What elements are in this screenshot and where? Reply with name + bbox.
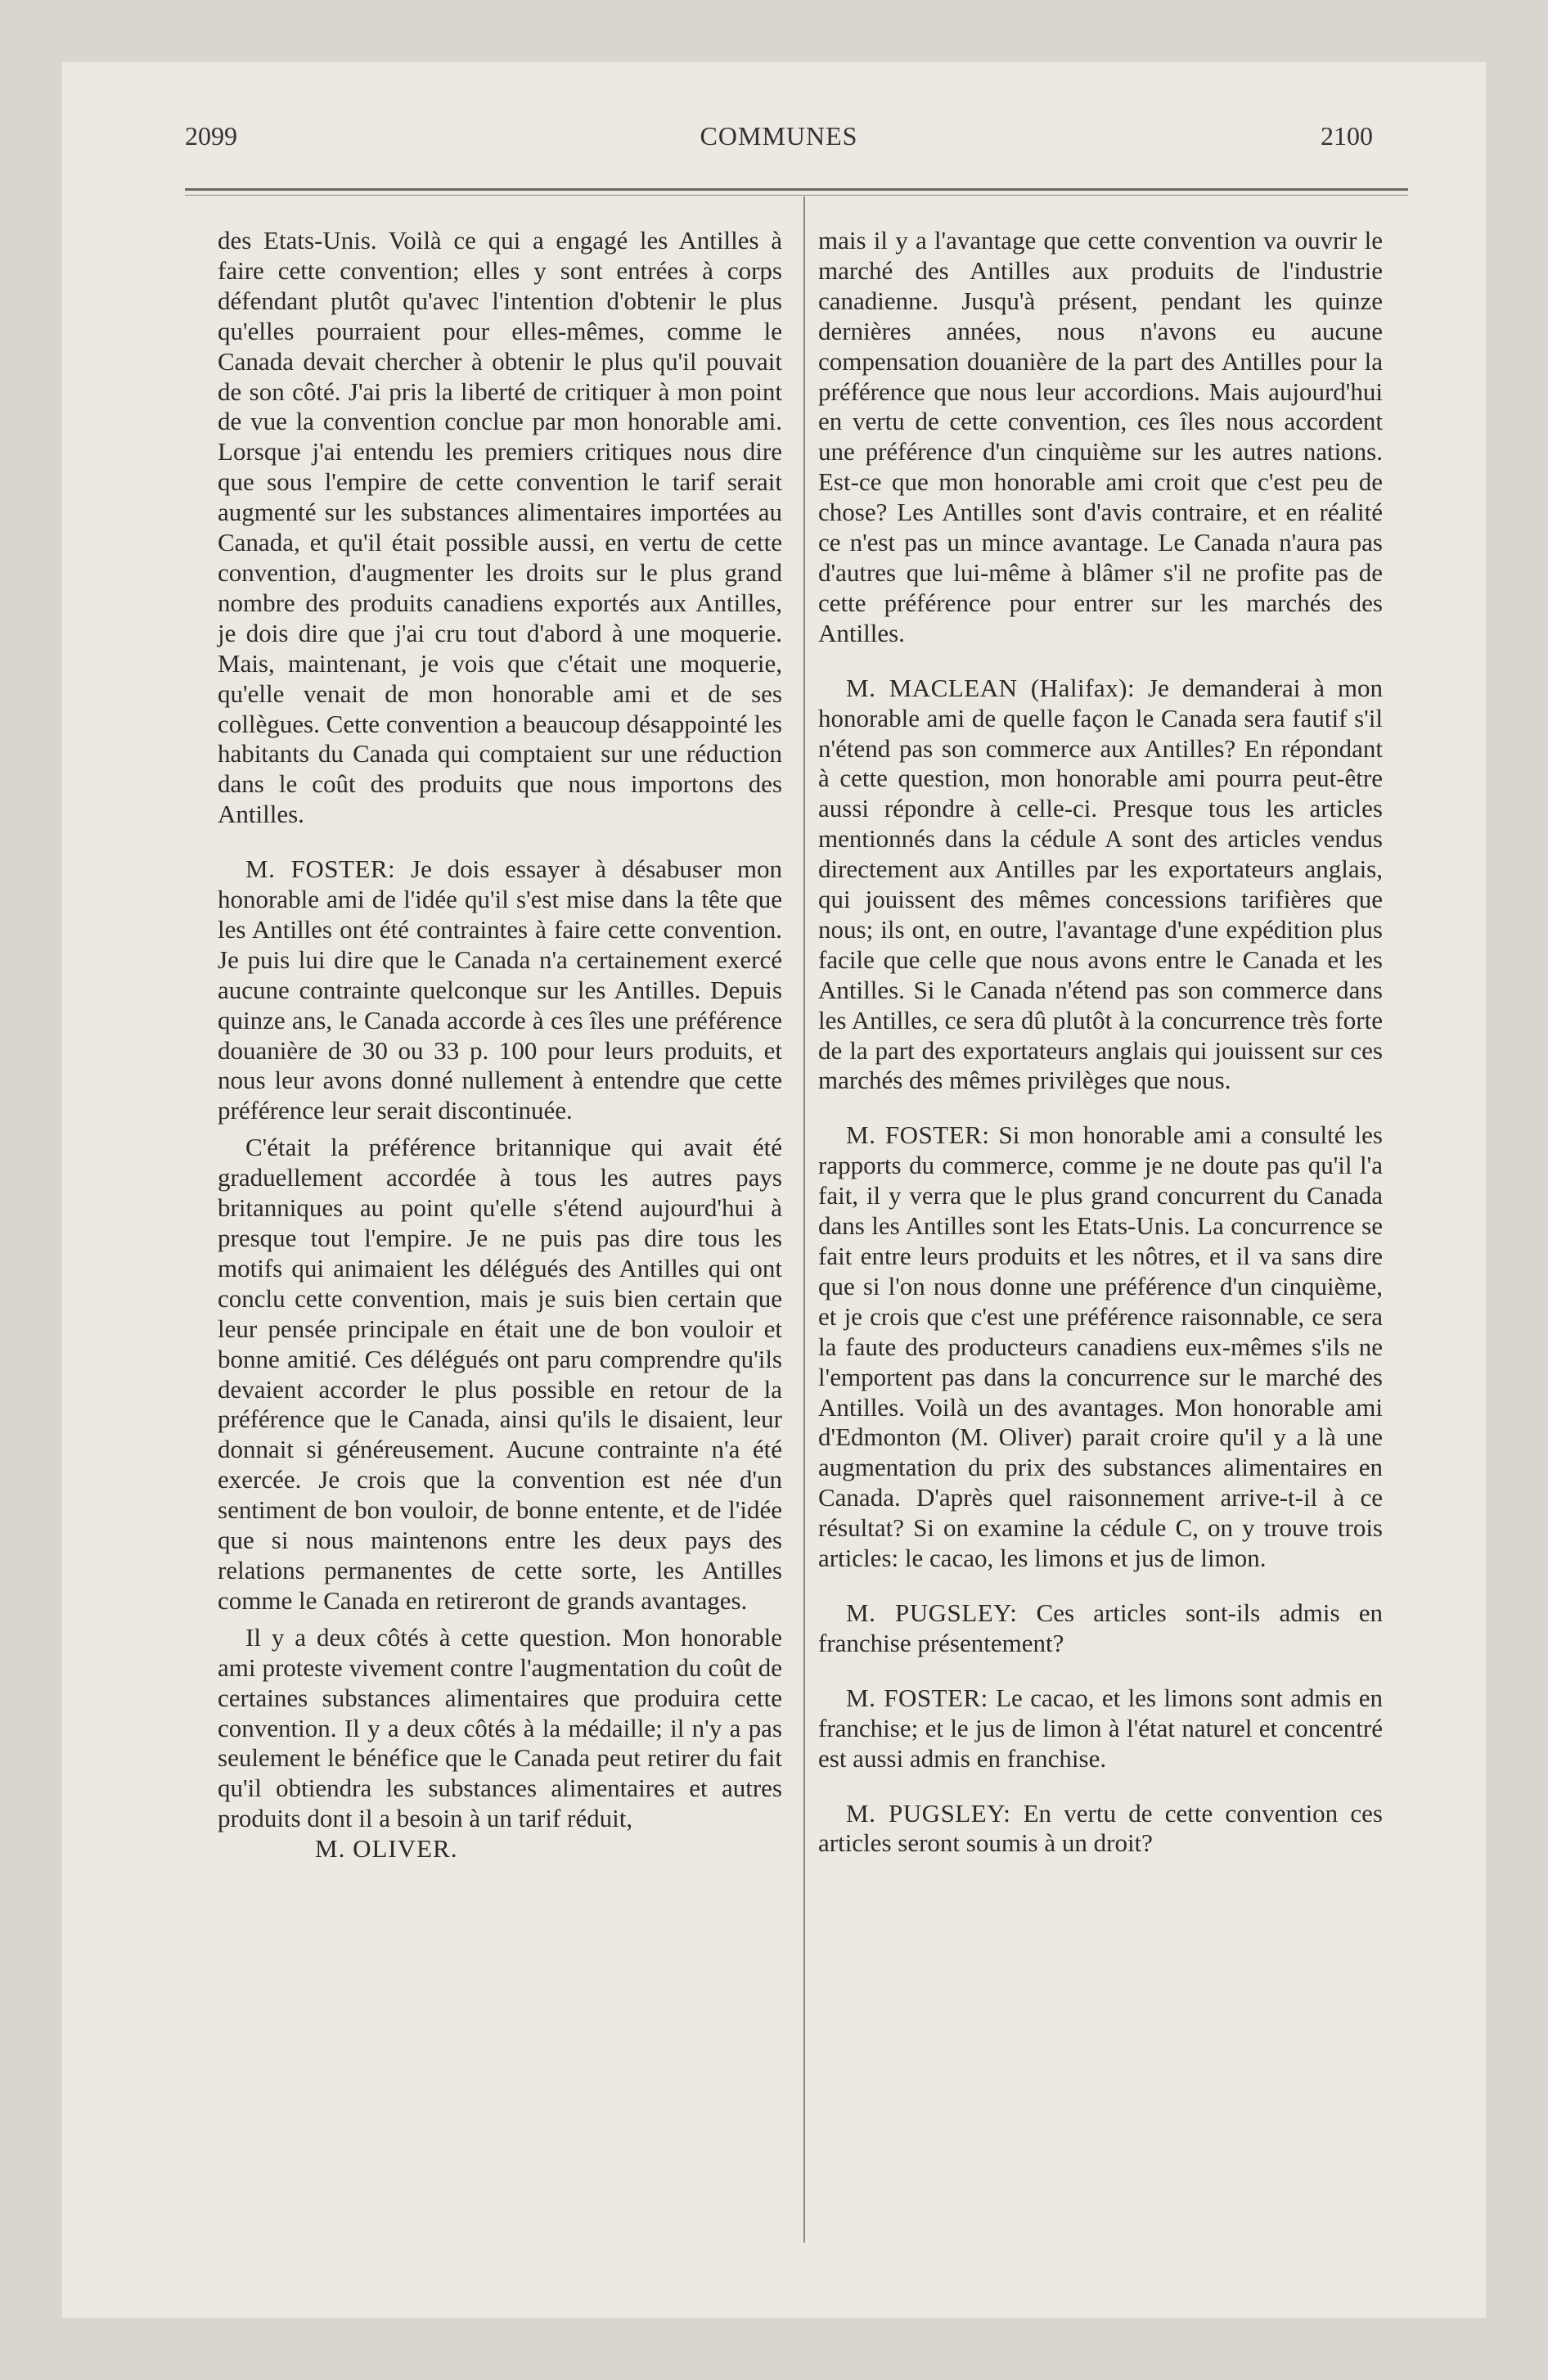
speech-text: Le cacao, et les limons sont admis en franchise; et le jus de limon à l'état naturel et concentré est aussi admis en franchise. (818, 1683, 1383, 1773)
speech-text: Je dois essayer à désabuser mon honorable ami de l'idée qu'il s'est mise dans la tête que les Antilles ont été contraintes à faire cette convention. Je puis lui dire que le Canada n'a certainement exercé aucune contrainte quelconque sur les Antilles. Depuis quinze ans, le Canada accorde à ces îles une préférence douanière de 30 ou 33 p. 100 pour leurs produits, et nous leur avons donné nullement à entendre que cette préférence leur serait discontinuée. (218, 854, 782, 1125)
header-rule-thin (185, 195, 1408, 196)
speech-text: En vertu de cette convention ces articles seront soumis à un droit? (818, 1798, 1383, 1858)
speech-text: Je demanderai à mon honorable ami de quelle façon le Canada sera fautif s'il n'étend pas son commerce aux Antilles? En répondant à cette question, mon honorable ami pourra peut-être aussi répondre à celle-ci. Presque tous les articles mentionnés dans la cédule A sont des articles vendus directement aux Antilles par les exportateurs anglais, qui jouissent des mêmes concessions tarifières que nous; ils ont, en outre, l'avantage d'une expédition plus facile que celle que nous avons entre le Canada et les Antilles. Si le Canada n'étend pas son commerce dans les Antilles, ce sera dû plutôt à la concurrence très forte de la part des exportateurs anglais qui jouissent sur ces marchés des mêmes privilèges que nous. (818, 673, 1384, 1095)
paragraph (218, 854, 782, 1126)
speaker-name: M. FOSTER: (846, 1120, 990, 1150)
paragraph (818, 1684, 1383, 1774)
running-title: COMMUNES (700, 121, 858, 151)
paragraph: Il y a deux côtés à cette question. Mon honorable ami proteste vivement contre l'augmentation du coût de certaines substances alimentaires que produira cette convention. Il y a deux côtés à la médaille; il n'y a pas seulement le bénéfice que le Canada peut retirer du fait qu'il obtiendra les substances alimentaires et autres produits dont il a besoin à un tarif réduit, (218, 1622, 782, 1833)
speaker-name: M. PUGSLEY: (846, 1798, 1011, 1828)
speaker-name: M. PUGSLEY: (846, 1598, 1018, 1627)
right-column (812, 226, 1383, 1859)
left-page-number: 2099 (185, 121, 237, 151)
column-separator (803, 196, 805, 2243)
speech-text: Ces articles sont-ils admis en franchise présentement? (818, 1598, 1383, 1657)
paragraph (818, 1598, 1383, 1659)
document-page (62, 62, 1486, 2318)
paragraph (818, 1799, 1383, 1859)
speech-text: Si mon honorable ami a consulté les rapports du commerce, comme je ne doute pas qu'il l'a fait, il y verra que le plus grand concurrent du Canada dans les Antilles sont les Etats-Unis. La concurrence se fait entre leurs produits et les nôtres, et il va sans dire que si l'on nous donne une préférence d'un cinquième, et je crois que c'est une préférence raisonnable, ce sera la faute des producteurs canadiens eux-mêmes s'ils ne l'emportent pas dans la concurrence sur le marché des Antilles. Voilà un des avantages. Mon honorable ami d'Edmonton (M. Oliver) parait croire qu'il y a là une augmentation du prix des substances alimentaires en Canada. D'après quel raisonnement arrive-t-il à ce résultat? Si on examine la cédule C, on y trouve trois articles: le cacao, les limons et jus de limon. (818, 1120, 1383, 1573)
speaker-name: M. MACLEAN (Halifax): (846, 673, 1136, 702)
paragraph: mais il y a l'avantage que cette convention va ouvrir le marché des Antilles aux produits de l'industrie canadienne. Jusqu'à présent, pendant les quinze dernières années, nous n'avons eu aucune compensation douanière de la part des Antilles pour la préférence que nous leur accordions. Mais aujourd'hui en vertu de cette convention, ces îles nous accordent une préférence d'un cinquième sur les autres nations. Est-ce que mon honorable ami croit que c'est peu de chose? Les Antilles sont d'avis contraire, et en réalité ce n'est pas un mince avantage. Le Canada n'aura pas d'autres que lui-même à blâmer s'il ne profite pas de cette préférence pour entrer sur les marchés des Antilles. (818, 226, 1383, 647)
speaker-name: M. FOSTER: (846, 1683, 988, 1712)
paragraph: des Etats-Unis. Voilà ce qui a engagé les Antilles à faire cette convention; elles y sont entrées à corps défendant plutôt qu'avec l'intention d'obtenir le plus qu'elles pourraient pour elles-mêmes, comme le Canada devait chercher à obtenir le plus qu'il pouvait de son côté. J'ai pris la liberté de critiquer à mon point de vue la convention conclue par mon honorable ami. Lorsque j'ai entendu les premiers critiques nous dire que sous l'empire de cette convention le tarif serait augmenté sur les substances alimentaires importées au Canada, et qu'il était possible aussi, en vertu de cette convention, d'augmenter les droits sur le plus grand nombre des produits canadiens exportés aux Antilles, je dois dire que j'ai cru tout d'abord à une moquerie. Mais, maintenant, je vois que c'était une moquerie, qu'elle venait de mon honorable ami et de ses collègues. Cette convention a beaucoup désappointé les habitants du Canada qui comptaient sur une réduction dans le coût des produits que nous importons des Antilles. (218, 226, 782, 829)
header-rule-thick (185, 188, 1408, 191)
interjection: M. OLIVER. (315, 1834, 458, 1864)
left-column (218, 226, 782, 1864)
paragraph (818, 674, 1383, 1097)
paragraph (818, 1120, 1383, 1574)
speaker-name: M. FOSTER: (245, 854, 396, 884)
paragraph: C'était la préférence britannique qui avait été graduellement accordée à tous les autres pays britanniques au point qu'elle s'étend aujourd'hui à presque tout l'empire. Je ne puis pas dire tous les motifs qui animaient les délégués des Antilles qui ont conclu cette convention, mais je suis bien certain que leur pensée principale en était une de bon vouloir et bonne amitié. Ces délégués ont paru comprendre qu'ils devaient accorder le plus possible en retour de la préférence que le Canada, ainsi qu'ils le disaient, leur donnait si généreusement. Aucune contrainte n'a été exercée. Je crois que la convention est née d'un sentiment de bon vouloir, de bonne entente, et de l'idée que si nous maintenons entre les deux pays des relations permanentes de cette sorte, les Antilles comme le Canada en retireront de grands avantages. (218, 1133, 782, 1615)
page-header (185, 121, 1373, 162)
right-page-number: 2100 (1321, 121, 1373, 151)
